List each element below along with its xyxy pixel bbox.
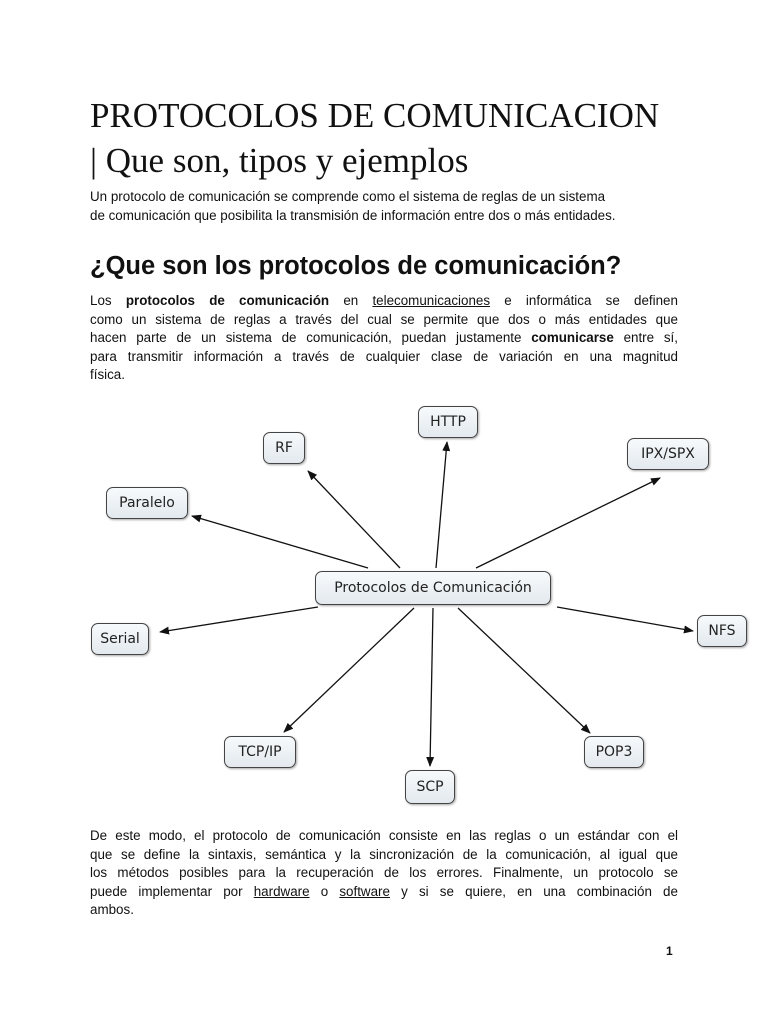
arrow-to-tcpip [284, 608, 414, 732]
arrow-to-serial [160, 607, 318, 632]
conclusion-line-3: los métodos posibles para la recuperación de los errores. Finalmente, un protocolo se [90, 865, 678, 880]
arrow-to-ipx [476, 478, 660, 568]
text-puede-implementar: puede implementar por [90, 883, 243, 899]
arrow-to-scp [430, 608, 433, 766]
page-title [90, 93, 690, 183]
node-rf: RF [263, 432, 305, 464]
definition-line-5: física. [90, 367, 125, 382]
bold-comunicarse: comunicarse [531, 330, 614, 345]
node-pop3: POP3 [584, 736, 644, 768]
node-scp: SCP [405, 770, 455, 804]
node-nfs: NFS [697, 615, 747, 647]
text-o: o [320, 883, 329, 899]
conclusion-line-2: que se define la sintaxis, semántica y la sincronización de la comunicación, al igual que [90, 846, 678, 862]
intro-line-2: de comunicación que posibilita la transmisión de información entre dos o más entidades. [90, 207, 616, 223]
bold-protocolos: protocolos de comunicación [125, 293, 330, 308]
text-en: en [343, 293, 359, 308]
arrow-to-paralelo [192, 516, 368, 568]
text-hacen-parte: hacen parte de un sistema de comunicación, puedan justamente [90, 330, 522, 345]
definition-paragraph [90, 292, 678, 385]
definition-line-1 [90, 292, 678, 311]
arrow-to-nfs [557, 607, 693, 631]
conclusion-line-5: ambos. [90, 902, 134, 917]
protocols-diagram [0, 390, 768, 820]
arrow-to-rf [308, 471, 400, 568]
conclusion-line-1: De este modo, el protocolo de comunicación consiste en las reglas o un estándar con el [90, 828, 678, 843]
text-entre-si: entre sí, [623, 330, 678, 345]
page-number: 1 [666, 944, 673, 958]
intro-paragraph [90, 188, 678, 225]
title-line-2: | Que son, tipos y ejemplos [90, 141, 469, 180]
node-serial: Serial [91, 623, 149, 655]
definition-line-2: como un sistema de reglas a través del cual se permite que dos o más entidades que [90, 311, 678, 327]
node-paralelo: Paralelo [106, 487, 188, 519]
definition-line-4: para transmitir información a través de cualquier clase de variación en una magnitud [90, 348, 678, 364]
node-center: Protocolos de Comunicación [315, 571, 551, 605]
node-ipx-spx: IPX/SPX [627, 438, 709, 470]
text-combinacion: y si se quiere, en una combinación de [401, 883, 678, 899]
node-http: HTTP [418, 406, 478, 438]
definition-line-3 [90, 329, 678, 348]
title-line-1: PROTOCOLOS DE COMUNICACION [90, 96, 660, 135]
link-software[interactable]: software [339, 883, 390, 899]
text-los: Los [90, 293, 112, 308]
intro-line-1: Un protocolo de comunicación se comprende como el sistema de reglas de un sistema [90, 189, 606, 204]
arrow-to-pop3 [458, 608, 590, 733]
arrow-to-http [436, 442, 447, 568]
node-tcp-ip: TCP/IP [224, 736, 296, 768]
section-heading: ¿Que son los protocolos de comunicación? [90, 252, 622, 280]
conclusion-paragraph [90, 827, 678, 920]
link-hardware[interactable]: hardware [253, 883, 310, 899]
conclusion-line-4 [90, 883, 678, 902]
link-telecomunicaciones[interactable]: telecomunicaciones [372, 293, 491, 308]
text-informatica: e informática se definen [504, 293, 678, 308]
